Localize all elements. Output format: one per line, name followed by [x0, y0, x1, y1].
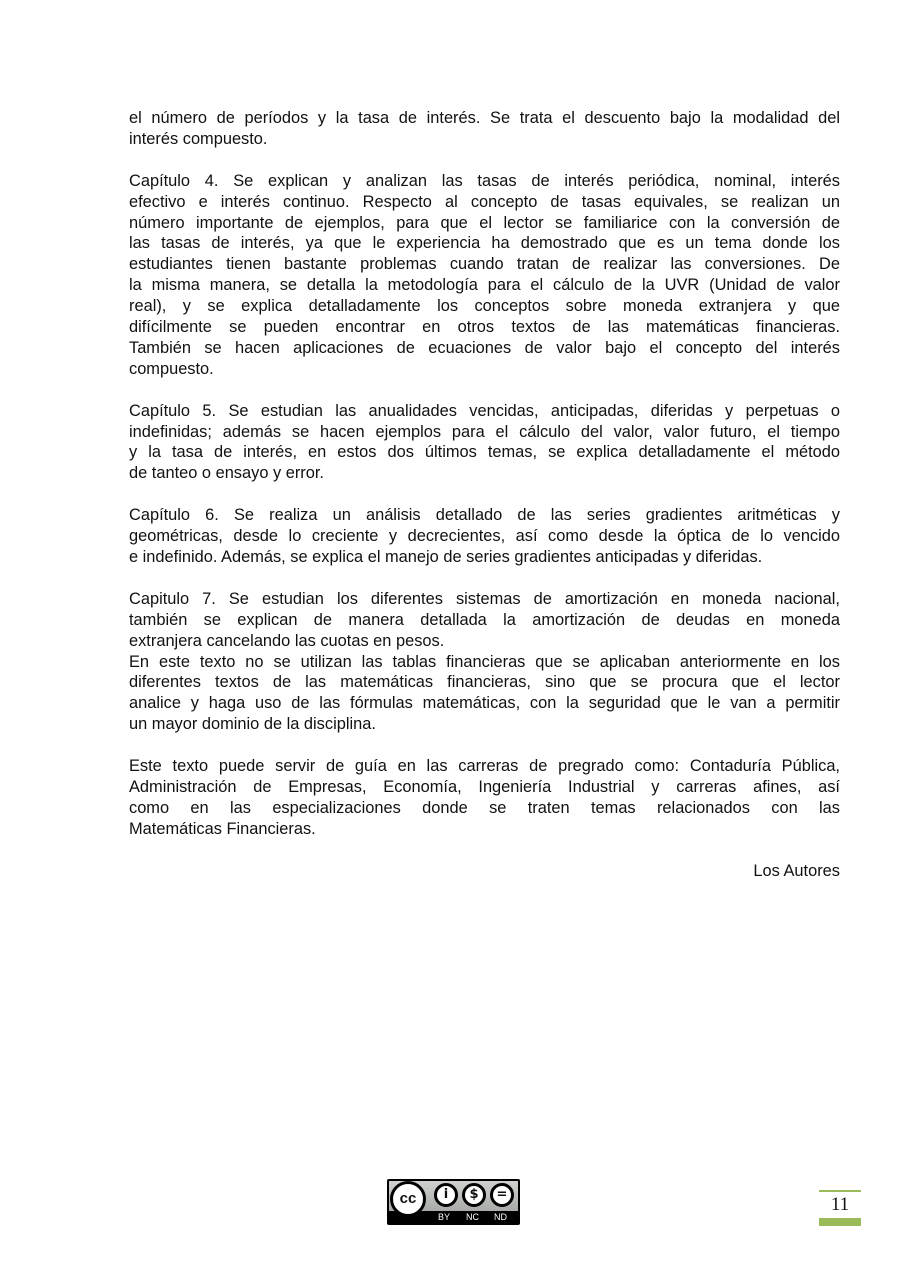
- paragraph: [129, 756, 840, 840]
- creative-commons-license-badge: [387, 1179, 520, 1225]
- page-number-box: [819, 1190, 861, 1226]
- signature: Los Autores: [753, 861, 840, 880]
- paragraph: [129, 652, 840, 736]
- text-line: extranjera cancelando las cuotas en pesos.: [129, 631, 445, 650]
- text-line: En este texto no se utilizan las tablas financieras que se aplicaban anteriormente en los: [129, 652, 840, 671]
- paragraph: [129, 505, 840, 568]
- text-line: y la tasa de interés, en estos dos últimos temas, se explica detalladamente el método: [129, 443, 840, 462]
- text-line: la misma manera, se detalla la metodología para el cálculo de la UVR (Unidad de valor: [129, 276, 840, 295]
- text-line: Capitulo 7. Se estudian los diferentes sistemas de amortización en moneda nacional,: [129, 589, 840, 608]
- cc-icon: cc: [390, 1181, 426, 1217]
- text-line: geométricas, desde lo creciente y decrecientes, así como desde la óptica de lo vencido: [129, 527, 840, 546]
- text-line: Este texto puede servir de guía en las carreras de pregrado como: Contaduría Pública,: [129, 757, 840, 776]
- text-line: También se hacen aplicaciones de ecuaciones de valor bajo el concepto del interés: [129, 338, 840, 357]
- text-line: las tasas de interés, ya que le experiencia ha demostrado que es un tema donde los: [129, 234, 840, 253]
- text-line: como en las especializaciones donde se traten temas relacionados con las: [129, 798, 840, 817]
- badge-label-nc: NC: [466, 1212, 479, 1222]
- paragraph: [129, 401, 840, 485]
- text-line: número importante de ejemplos, para que el lector se familiarice con la conversión de: [129, 213, 840, 232]
- text-line: e indefinido. Además, se explica el manejo de series gradientes anticipadas y diferidas.: [129, 547, 763, 566]
- document-body: [129, 108, 840, 881]
- text-line: compuesto.: [129, 359, 214, 378]
- badge-label-by: BY: [438, 1212, 451, 1222]
- paragraph: [129, 108, 840, 150]
- noncommercial-icon: $: [462, 1183, 486, 1207]
- text-line: de tanteo o ensayo y error.: [129, 464, 324, 483]
- text-line: real), y se explica detalladamente los conceptos sobre moneda extranjera y que: [129, 297, 840, 316]
- text-line: Capítulo 5. Se estudian las anualidades vencidas, anticipadas, diferidas y perpetuas o: [129, 401, 840, 420]
- text-line: el número de períodos y la tasa de interés. Se trata el descuento bajo la modalidad del: [129, 109, 840, 127]
- text-line: diferentes textos de las matemáticas financieras, sino que se procura que el lector: [129, 673, 840, 692]
- attribution-icon: i: [434, 1183, 458, 1207]
- text-line: efectivo e interés continuo. Respecto al concepto de tasas equivales, se realizan un: [129, 192, 840, 211]
- text-line: Capítulo 6. Se realiza un análisis detallado de las series gradientes aritméticas y: [129, 506, 840, 525]
- text-line: Matemáticas Financieras.: [129, 819, 316, 838]
- badge-label-nd: ND: [494, 1212, 507, 1222]
- text-line: Administración de Empresas, Economía, Ingeniería Industrial y carreras afines, así: [129, 777, 840, 796]
- text-line: difícilmente se pueden encontrar en otros textos de las matemáticas financieras.: [129, 318, 840, 337]
- divider: [819, 1218, 861, 1226]
- text-line: un mayor dominio de la disciplina.: [129, 715, 376, 734]
- text-line: estudiantes tienen bastante problemas cuando tratan de realizar las conversiones. De: [129, 255, 840, 274]
- text-line: Capítulo 4. Se explican y analizan las tasas de interés periódica, nominal, interés: [129, 171, 840, 190]
- paragraph: [129, 171, 840, 380]
- text-line: interés compuesto.: [129, 129, 268, 148]
- text-line: indefinidas; además se hacen ejemplos para el cálculo del valor, valor futuro, el tiempo: [129, 422, 840, 441]
- paragraph: [129, 589, 840, 652]
- page-number: 11: [830, 1194, 850, 1215]
- text-line: analice y haga uso de las fórmulas matemáticas, con la seguridad que le van a permitir: [129, 694, 840, 713]
- noderivatives-icon: =: [490, 1183, 514, 1207]
- text-line: también se explican de manera detallada la amortización de deudas en moneda: [129, 610, 840, 629]
